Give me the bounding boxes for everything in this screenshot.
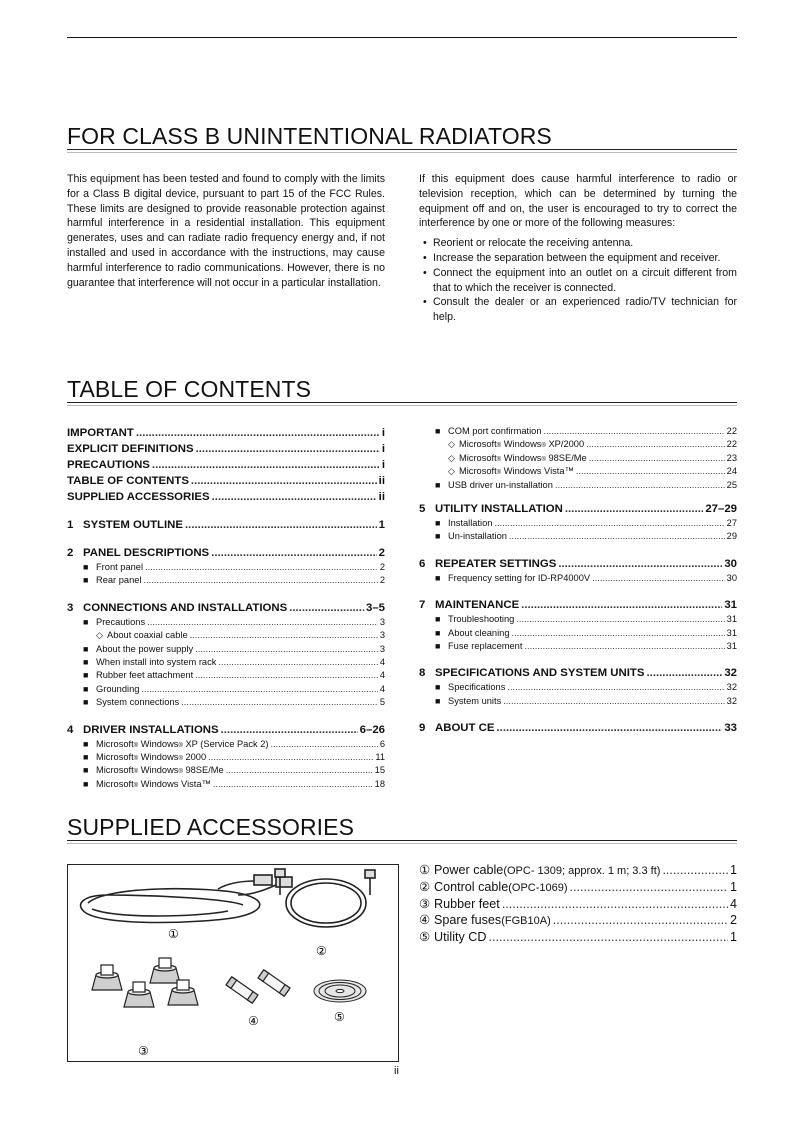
toc-sub-frequency-setting[interactable]: ■ Frequency setting for ID-RP4000V ..... 30 [419, 572, 737, 585]
accessories-list [419, 862, 737, 945]
figure-label-3: ③ [138, 1044, 149, 1058]
toc-section-title: TABLE OF CONTENTS [67, 377, 737, 403]
toc-subsub-com-98[interactable]: ◇ Microsoft ® Windows ® 98SE/Me ..... 23 [419, 452, 737, 465]
toc-chapter-3[interactable]: 3 CONNECTIONS AND INSTALLATIONS ..... 3–5 [67, 600, 385, 616]
toc-sub-uninstallation[interactable]: ■ Un-installation ..... 29 [419, 530, 737, 543]
power-cable-illustration [81, 875, 292, 923]
toc-sub-front-panel[interactable]: ■ Front panel ..... 2 [67, 561, 385, 574]
cd-illustration [314, 980, 366, 1002]
toc-entry-table-of-contents[interactable]: TABLE OF CONTENTS ..... ii [67, 473, 385, 489]
fcc-measure-item: • Connect the equipment into an outlet on a circuit different from that to which the receiver is connected. [419, 266, 737, 296]
top-rule [67, 37, 737, 38]
toc-sub-installation[interactable]: ■ Installation ..... 27 [419, 517, 737, 530]
accessory-item-utility-cd: ⑤ Utility CD ..... 1 [419, 929, 737, 945]
toc-chapter-2[interactable]: 2 PANEL DESCRIPTIONS ..... 2 [67, 545, 385, 561]
fcc-paragraph-left: This equipment has been tested and found to comply with the limits for a Class B digital device, pursuant to part 15 of the FCC Rules. These limits are designed to provide reasonable protection against harmful interference in a residential installation. This equipment generates, uses and can radiate radio frequency energy and, if not installed and used in accordance with the instructions, may cause harmful interference to radio communications. However, there is no guarantee that interference will not occur in a particular installation. [67, 173, 385, 289]
toc-left-column [67, 425, 385, 791]
toc-sub-fuse-replacement[interactable]: ■ Fuse replacement ..... 31 [419, 640, 737, 653]
fcc-paragraph-right: If this equipment does cause harmful interference to radio or television reception, which can be determined by turning the equipment off and on, the user is encouraged to try to correct the interference by one or more of the following measures: [419, 173, 737, 230]
accessory-item-power-cable: ① Power cable (OPC- 1309; approx. 1 m; 3.3 ft) ..... 1 [419, 862, 737, 879]
toc-chapter-7[interactable]: 7 MAINTENANCE ..... 31 [419, 597, 737, 613]
accessory-item-rubber-feet: ③ Rubber feet ..... 4 [419, 896, 737, 912]
toc-chapter-6[interactable]: 6 REPEATER SETTINGS ..... 30 [419, 556, 737, 572]
toc-chapter-1[interactable]: 1 SYSTEM OUTLINE ..... 1 [67, 517, 385, 533]
figure-label-5: ⑤ [334, 1010, 345, 1024]
toc-entry-explicit-definitions[interactable]: EXPLICIT DEFINITIONS ..... i [67, 441, 385, 457]
toc-entry-important[interactable]: IMPORTANT ..... i [67, 425, 385, 441]
toc-entry-precautions[interactable]: PRECAUTIONS ..... i [67, 457, 385, 473]
toc-chapter-5[interactable]: 5 UTILITY INSTALLATION ..... 27–29 [419, 501, 737, 517]
accessories-section-title: SUPPLIED ACCESSORIES [67, 815, 737, 841]
fcc-measure-item: • Reorient or relocate the receiving antenna. [419, 236, 737, 251]
toc-sub-precautions[interactable]: ■ Precautions ..... 3 [67, 616, 385, 629]
toc-subsub-coaxial-cable[interactable]: ◇ About coaxial cable ..... 3 [67, 629, 385, 642]
toc-chapter-8[interactable]: 8 SPECIFICATIONS AND SYSTEM UNITS ..... 32 [419, 665, 737, 681]
toc-sub-windows-vista[interactable]: ■ Microsoft ® Windows Vista™ ..... 18 [67, 778, 385, 791]
toc-sub-specifications[interactable]: ■ Specifications ..... 32 [419, 681, 737, 694]
toc-sub-system-connections[interactable]: ■ System connections ..... 5 [67, 696, 385, 709]
fcc-section-title: FOR CLASS B UNINTENTIONAL RADIATORS [67, 124, 737, 150]
toc-sub-troubleshooting[interactable]: ■ Troubleshooting ..... 31 [419, 613, 737, 626]
toc-sub-com-port[interactable]: ■ COM port confirmation ..... 22 [419, 425, 737, 438]
fcc-measure-item: • Increase the separation between the equipment and receiver. [419, 251, 737, 266]
toc-right-column [419, 425, 737, 736]
figure-label-4: ④ [248, 1014, 259, 1028]
fcc-measures-list [419, 236, 737, 325]
toc-sub-windows-2000[interactable]: ■ Microsoft ® Windows ® 2000 ..... 11 [67, 751, 385, 764]
accessory-item-spare-fuses: ④ Spare fuses (FGB10A) ..... 2 [419, 912, 737, 929]
toc-sub-power-supply[interactable]: ■ About the power supply ..... 3 [67, 643, 385, 656]
toc-sub-system-units[interactable]: ■ System units ..... 32 [419, 695, 737, 708]
toc-entry-supplied-accessories[interactable]: SUPPLIED ACCESSORIES ..... ii [67, 489, 385, 505]
toc-subsub-com-vista[interactable]: ◇ Microsoft ® Windows Vista™ ..... 24 [419, 465, 737, 478]
page-number: ii [394, 1065, 399, 1077]
fuses-illustration [226, 970, 290, 1004]
toc-subsub-com-xp[interactable]: ◇ Microsoft ® Windows ® XP/2000 ..... 22 [419, 438, 737, 451]
toc-chapter-4[interactable]: 4 DRIVER INSTALLATIONS ..... 6–26 [67, 722, 385, 738]
fcc-measure-item: • Consult the dealer or an experienced radio/TV technician for help. [419, 295, 737, 325]
toc-chapter-9[interactable]: 9 ABOUT CE ..... 33 [419, 720, 737, 736]
figure-label-2: ② [316, 944, 327, 958]
toc-sub-rubber-feet[interactable]: ■ Rubber feet attachment ..... 4 [67, 669, 385, 682]
toc-sub-rear-panel[interactable]: ■ Rear panel ..... 2 [67, 574, 385, 587]
accessories-drawing [68, 865, 398, 1061]
accessories-illustration [67, 864, 399, 1062]
accessory-item-control-cable: ② Control cable (OPC-1069) ..... 1 [419, 879, 737, 896]
rubber-feet-illustration [92, 958, 198, 1007]
toc-sub-system-rack[interactable]: ■ When install into system rack ..... 4 [67, 656, 385, 669]
toc-sub-windows-xp[interactable]: ■ Microsoft ® Windows ® XP (Service Pack 2) ..... 6 [67, 738, 385, 751]
figure-label-1: ① [168, 927, 179, 941]
toc-sub-usb-uninstall[interactable]: ■ USB driver un-installation ..... 25 [419, 479, 737, 492]
toc-sub-windows-98[interactable]: ■ Microsoft ® Windows ® 98SE/Me ..... 15 [67, 764, 385, 777]
fcc-left-column [67, 172, 385, 290]
toc-sub-grounding[interactable]: ■ Grounding ..... 4 [67, 683, 385, 696]
fcc-right-column [419, 172, 737, 325]
toc-sub-cleaning[interactable]: ■ About cleaning ..... 31 [419, 627, 737, 640]
